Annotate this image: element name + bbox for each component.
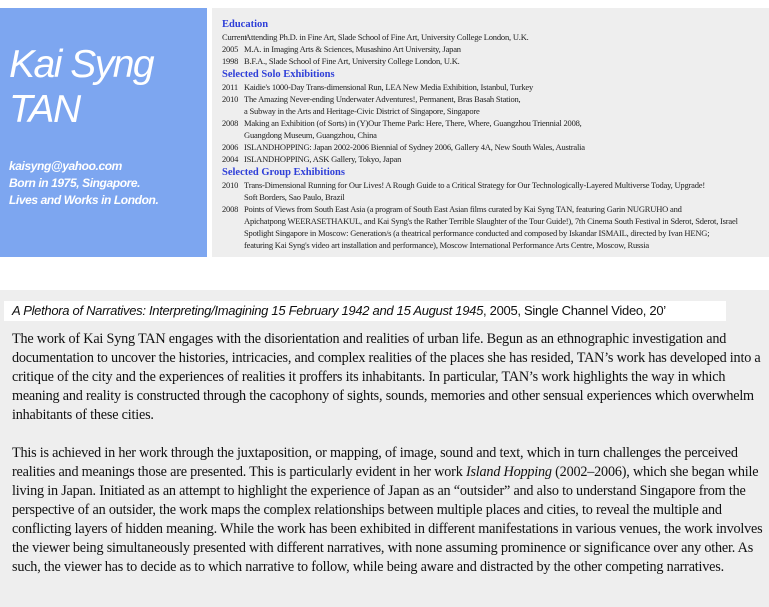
essay-p2-work-title: Island Hopping xyxy=(465,464,552,480)
group-exhibitions-heading: Selected Group Exhibitions xyxy=(222,167,345,178)
cv-row xyxy=(222,31,769,43)
essay-title xyxy=(4,301,726,321)
cv-year: 2010 xyxy=(222,180,239,190)
cv-text: Attending Ph.D. in Fine Art, Slade School of Fine Art, University College London, U.K. xyxy=(245,32,529,42)
cv-row xyxy=(222,55,769,67)
cv-year: 2006 xyxy=(222,142,239,152)
cv-text: Making an Exhibition (of Sorts) in (Y)Our Theme Park: Here, There, Where, Guangzhou Triennial 2008, Guangdong Museum, Guangzhou, China xyxy=(244,118,582,140)
essay-body xyxy=(12,330,767,596)
education-heading: Education xyxy=(222,19,269,30)
essay-paragraph-2 xyxy=(12,444,767,577)
cv-text: B.F.A., Slade School of Fine Art, University College London, U.K. xyxy=(244,56,460,66)
artist-email[interactable]: kaisyng@yahoo.com xyxy=(9,159,122,173)
artist-panel xyxy=(0,8,207,257)
cv-year: 2010 xyxy=(222,94,239,104)
cv-panel xyxy=(212,8,769,257)
cv-year: Current xyxy=(222,32,247,42)
essay-panel xyxy=(0,290,769,607)
artist-lives: Lives and Works in London. xyxy=(9,193,159,207)
cv-year: 2011 xyxy=(222,82,238,92)
cv-year: 2005 xyxy=(222,44,239,54)
cv-row xyxy=(222,153,769,165)
artist-name-line2: TAN xyxy=(9,88,80,131)
essay-title-details: , 2005, Single Channel Video, 20’ xyxy=(483,303,666,318)
cv-text: M.A. in Imaging Arts & Sciences, Musashino Art University, Japan xyxy=(244,44,461,54)
cv-year: 1998 xyxy=(222,56,239,66)
cv-text: Trans-Dimensional Running for Our Lives! A Rough Guide to a Critical Strategy for Our Technologically-Layered Multiverse Today, Upgrade! Soft Borders, Sao Paulo, Brazil xyxy=(244,180,705,202)
cv-year: 2004 xyxy=(222,154,239,164)
cv-row xyxy=(222,81,769,93)
cv-row xyxy=(222,141,769,153)
essay-p2-part-a: This is achieved in her work through the juxtaposition, or mapping, of image, sound and text, which in turn challenges the perceived realities and meanings those are presented. This is particularly evident in her work xyxy=(12,445,738,480)
cv-year: 2008 xyxy=(222,204,239,214)
cv-row xyxy=(222,43,769,55)
cv-year: 2008 xyxy=(222,118,239,128)
cv-row xyxy=(222,93,769,117)
essay-p2-part-b: (2002–2006), which she began while living in Japan. Initiated as an attempt to highlight the experience of Japan as an “outsider” and also to understand Singapore from the perspective of an outsider, the work maps the complex relationships between multiple places and cities, to reveal the multiple and conflicting layers of hidden meaning. While the work has been exhibited in different manifestations in various venues, the work involves the viewer being simultaneously presented with different narratives, with none assuming prominence or significance over any other. As such, the viewer has to decide as to which narrative to follow, while being aware and distracted by the other competing narratives. xyxy=(12,464,763,575)
essay-paragraph-1: The work of Kai Syng TAN engages with the disorientation and realities of urban life. Begun as an ethnographic investigation and documentation to uncover the histories, intricacies, and complex realities of the places she has resided, TAN’s work has developed into a critique of the city and the experiences of realities it proffers its inhabitants. In particular, TAN’s work highlights the way in which meaning and reality is constructed through the cacophony of sights, sounds, memories and other sensual experiences which overwhelm inhabitants of these cities. xyxy=(12,331,761,423)
cv-text: Kaidie's 1000-Day Trans-dimensional Run, LEA New Media Exhibition, Istanbul, Turkey xyxy=(244,82,534,92)
solo-exhibitions-heading: Selected Solo Exhibitions xyxy=(222,69,335,80)
cv-text: Points of Views from South East Asia (a program of South East Asian films curated by Kai Syng TAN, featuring Garin NUGRUHO and Apichatpong WEERASETHAKUL, and Kai Syng's the Rather Terrible Slaughter of the Tour Guide!), 7th Cinema South Festival in Sderot, Sderot, Israel Spotlight Singapore in Moscow: Generation/s (a theatrical performance conducted and composed by Iskandar ISMAIL, directed by Ivan HENG; featuring Kai Syng's video art installation and performance), Moscow International Performance Arts Centre, Moscow, Russia xyxy=(244,204,738,250)
artist-born: Born in 1975, Singapore. xyxy=(9,176,141,190)
artist-name-line1: Kai Syng xyxy=(9,43,154,86)
cv-text: The Amazing Never-ending Underwater Adventures!, Permanent, Bras Basah Station, a Subway in the Arts and Heritage-Civic District of Singapore, Singapore xyxy=(244,94,521,116)
essay-title-work: A Plethora of Narratives: Interpreting/Imagining 15 February 1942 and 15 August 1945 xyxy=(12,303,484,318)
cv-text: ISLANDHOPPING: Japan 2002-2006 Biennial of Sydney 2006, Gallery 4A, New South Wales, Australia xyxy=(244,142,585,152)
cv-row xyxy=(222,179,769,203)
cv-row xyxy=(222,117,769,141)
cv-text: ISLANDHOPPING, ASK Gallery, Tokyo, Japan xyxy=(244,154,402,164)
cv-row xyxy=(222,203,769,251)
